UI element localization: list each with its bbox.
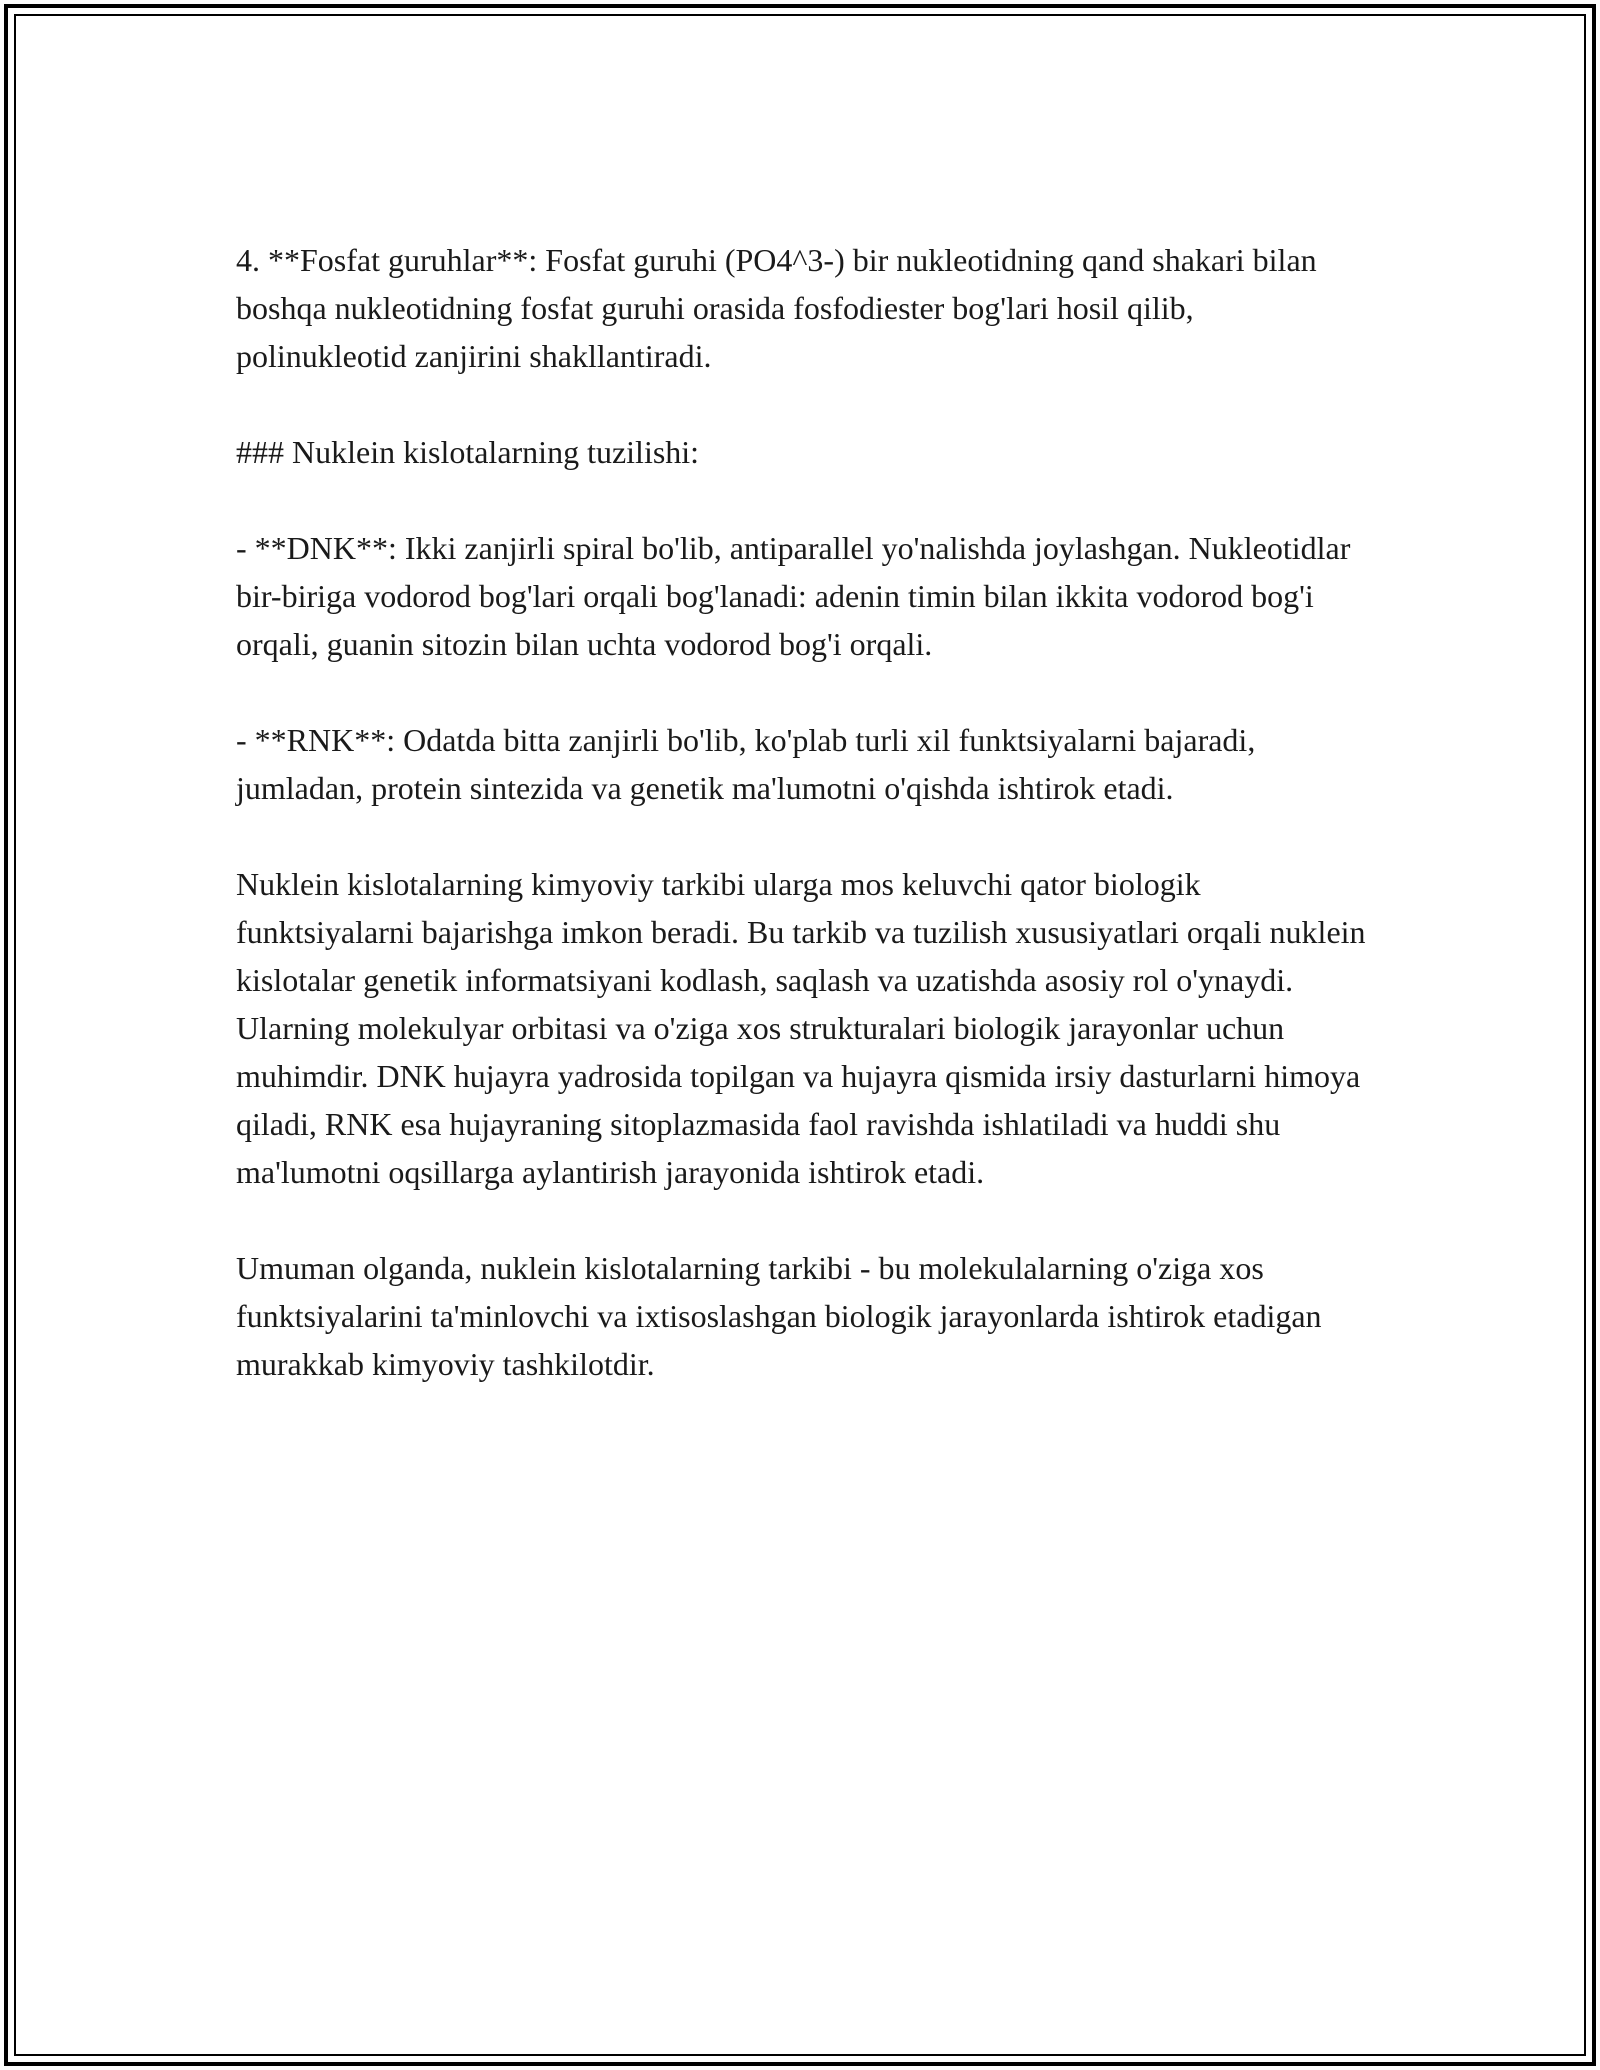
paragraph-rnk: - **RNK**: Odatda bitta zanjirli bo'lib, ko'plab turli xil funktsiyalarni bajaradi, jumladan, protein sintezida va genetik ma'lumotni o'qishda ishtirok etadi. [236,722,1256,806]
paragraph-phosphate-groups: 4. **Fosfat guruhlar**: Fosfat guruhi (PO4^3-) bir nukleotidning qand shakari bilan boshqa nukleotidning fosfat guruhi orasida fosfodiester bog'lari hosil qilib, polinukleotid zanjirini shakllantiradi. [236,242,1317,374]
section-heading-structure: ### Nuklein kislotalarning tuzilishi: [236,434,700,470]
paragraph-dnk: - **DNK**: Ikki zanjirli spiral bo'lib, antiparallel yo'nalishda joylashgan. Nukleotidlar bir-biriga vodorod bog'lari orqali bog'lanadi: adenin timin bilan ikkita vodorod bog'i orqali, guanin sitozin bilan uchta vodorod bog'i orqali. [236,530,1351,662]
document-body [236,236,1366,1436]
paragraph-chemical-composition: Nuklein kislotalarning kimyoviy tarkibi ularga mos keluvchi qator biologik funktsiyalarni bajarishga imkon beradi. Bu tarkib va tuzilish xususiyatlari orqali nuklein kislotalar genetik informatsiyani kodlash, saqlash va uzatishda asosiy rol o'ynaydi. Ularning molekulyar orbitasi va o'ziga xos strukturalari biologik jarayonlar uchun muhimdir. DNK hujayra yadrosida topilgan va hujayra qismida irsiy dasturlarni himoya qiladi, RNK esa hujayraning sitoplazmasida faol ravishda ishlatiladi va huddi shu ma'lumotni oqsillarga aylantirish jarayonida ishtirok etadi. [236,866,1366,1190]
paragraph-conclusion: Umuman olganda, nuklein kislotalarning tarkibi - bu molekulalarning o'ziga xos funktsiyalarini ta'minlovchi va ixtisoslashgan biologik jarayonlarda ishtirok etadigan murakkab kimyoviy tashkilotdir. [236,1250,1322,1382]
